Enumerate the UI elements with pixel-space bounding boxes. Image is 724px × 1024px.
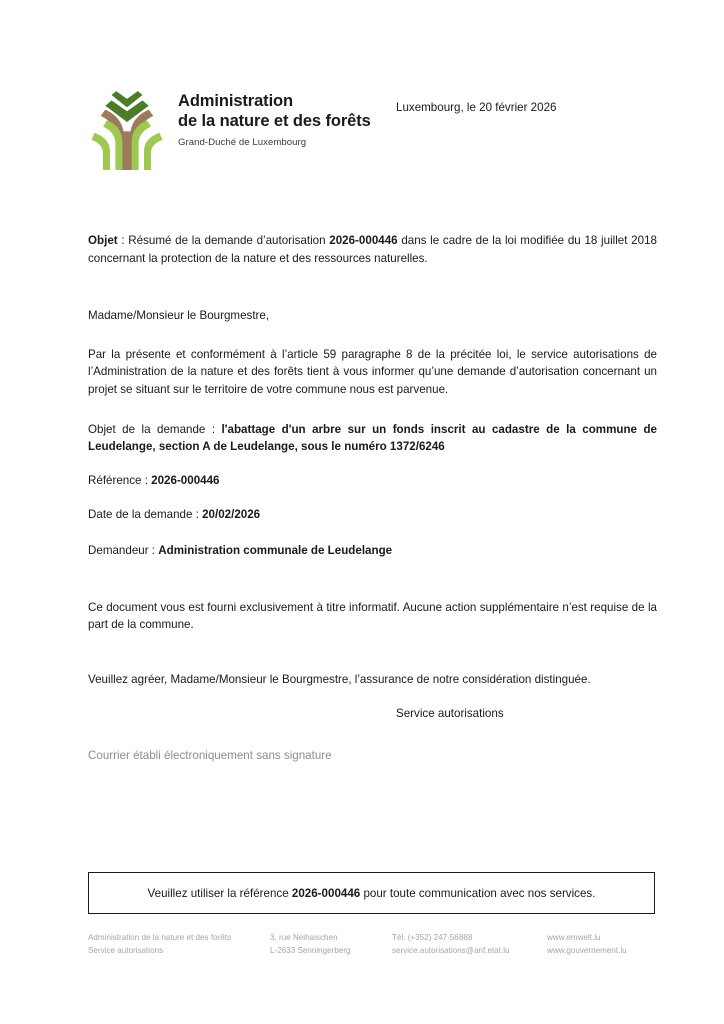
footer-website-emwelt[interactable]: www.emwelt.lu	[547, 933, 601, 942]
salutation: Madame/Monsieur le Bourgmestre,	[88, 309, 270, 323]
objet-label: Objet	[88, 234, 118, 247]
logo-line-2: de la nature et des forêts	[178, 111, 371, 130]
organisation-name	[178, 86, 371, 150]
objet-separator: :	[117, 234, 129, 247]
page-footer	[88, 932, 668, 957]
footer-column-websites	[547, 932, 667, 957]
letterhead	[88, 86, 664, 170]
date-demande-value: 20/02/2026	[202, 508, 261, 522]
reference-notice-value: 2026-000446	[291, 886, 361, 900]
objet-demande-label: Objet de la demande :	[88, 422, 222, 436]
date-demande-label: Date de la demande :	[88, 508, 203, 522]
footer-column-organisation	[88, 932, 270, 957]
reference-line	[88, 472, 657, 490]
reference-notice-text	[148, 887, 596, 900]
demandeur-line	[88, 542, 657, 560]
footer-org-line-1: Administration de la nature et des forêts	[88, 933, 232, 942]
reference-notice-before: Veuillez utiliser la référence	[147, 886, 292, 900]
signature-service: Service autorisations	[396, 707, 504, 720]
tree-logo-icon	[88, 88, 166, 170]
organisation-logo	[88, 86, 371, 170]
objet-demande-value: l'abattage d'un arbre sur un fonds inscrit au cadastre de la commune de Leudelange, section A de Leudelange, sous le numéro 1372/6246	[88, 422, 657, 454]
logo-subtitle: Grand-Duché de Luxembourg	[178, 137, 307, 148]
date-line: Luxembourg, le 20 février 2026	[396, 101, 557, 114]
objet-text-before: Résumé de la demande d’autorisation	[128, 234, 330, 247]
reference-value: 2026-000446	[151, 473, 220, 487]
footer-org-line-2: Service autorisations	[88, 945, 164, 955]
objet-demande-line	[88, 421, 657, 456]
reference-notice-after: pour toute communication avec nos services.	[360, 886, 596, 900]
objet-reference: 2026-000446	[329, 234, 398, 247]
info-paragraph: Ce document vous est fourni exclusivement à titre informatif. Aucune action supplémentaire n’est requise de la part de la commune.	[88, 600, 657, 632]
no-signature-note: Courrier établi électroniquement sans signature	[88, 749, 332, 762]
closing-paragraph: Veuillez agréer, Madame/Monsieur le Bourgmestre, l’assurance de notre considération distinguée.	[88, 672, 591, 686]
footer-website-gouvernement[interactable]: www.gouvernement.lu	[547, 945, 627, 955]
objet-line	[88, 232, 657, 267]
reference-label: Référence :	[88, 473, 152, 487]
footer-email[interactable]: service.autorisations@anf.etat.lu	[392, 945, 510, 955]
reference-notice-box	[88, 872, 655, 914]
footer-address-line-2: L-2633 Senningerberg	[270, 945, 351, 955]
demandeur-value: Administration communale de Leudelange	[158, 543, 393, 557]
footer-column-address	[270, 932, 392, 957]
logo-line-1: Administration	[178, 92, 294, 110]
demandeur-label: Demandeur :	[88, 543, 159, 557]
footer-address-line-1: 3, rue Neihaischen	[270, 933, 338, 942]
date-demande-line	[88, 506, 657, 524]
footer-column-contact	[392, 932, 547, 957]
letter-body	[88, 232, 657, 688]
footer-phone: Tél. (+352) 247-56888	[392, 933, 473, 942]
objet-text-after: dans le cadre de la loi modifiée du 18 juillet 2018 concernant la protection de la nature et des ressources naturelles.	[88, 234, 657, 265]
intro-paragraph: Par la présente et conformément à l’article 59 paragraphe 8 de la précitée loi, le service autorisations de l’Administration de la nature et des forêts tient à vous informer qu’une demande d’autorisation concernant un projet se situant sur le territoire de votre commune nous est parvenue.	[88, 347, 657, 396]
